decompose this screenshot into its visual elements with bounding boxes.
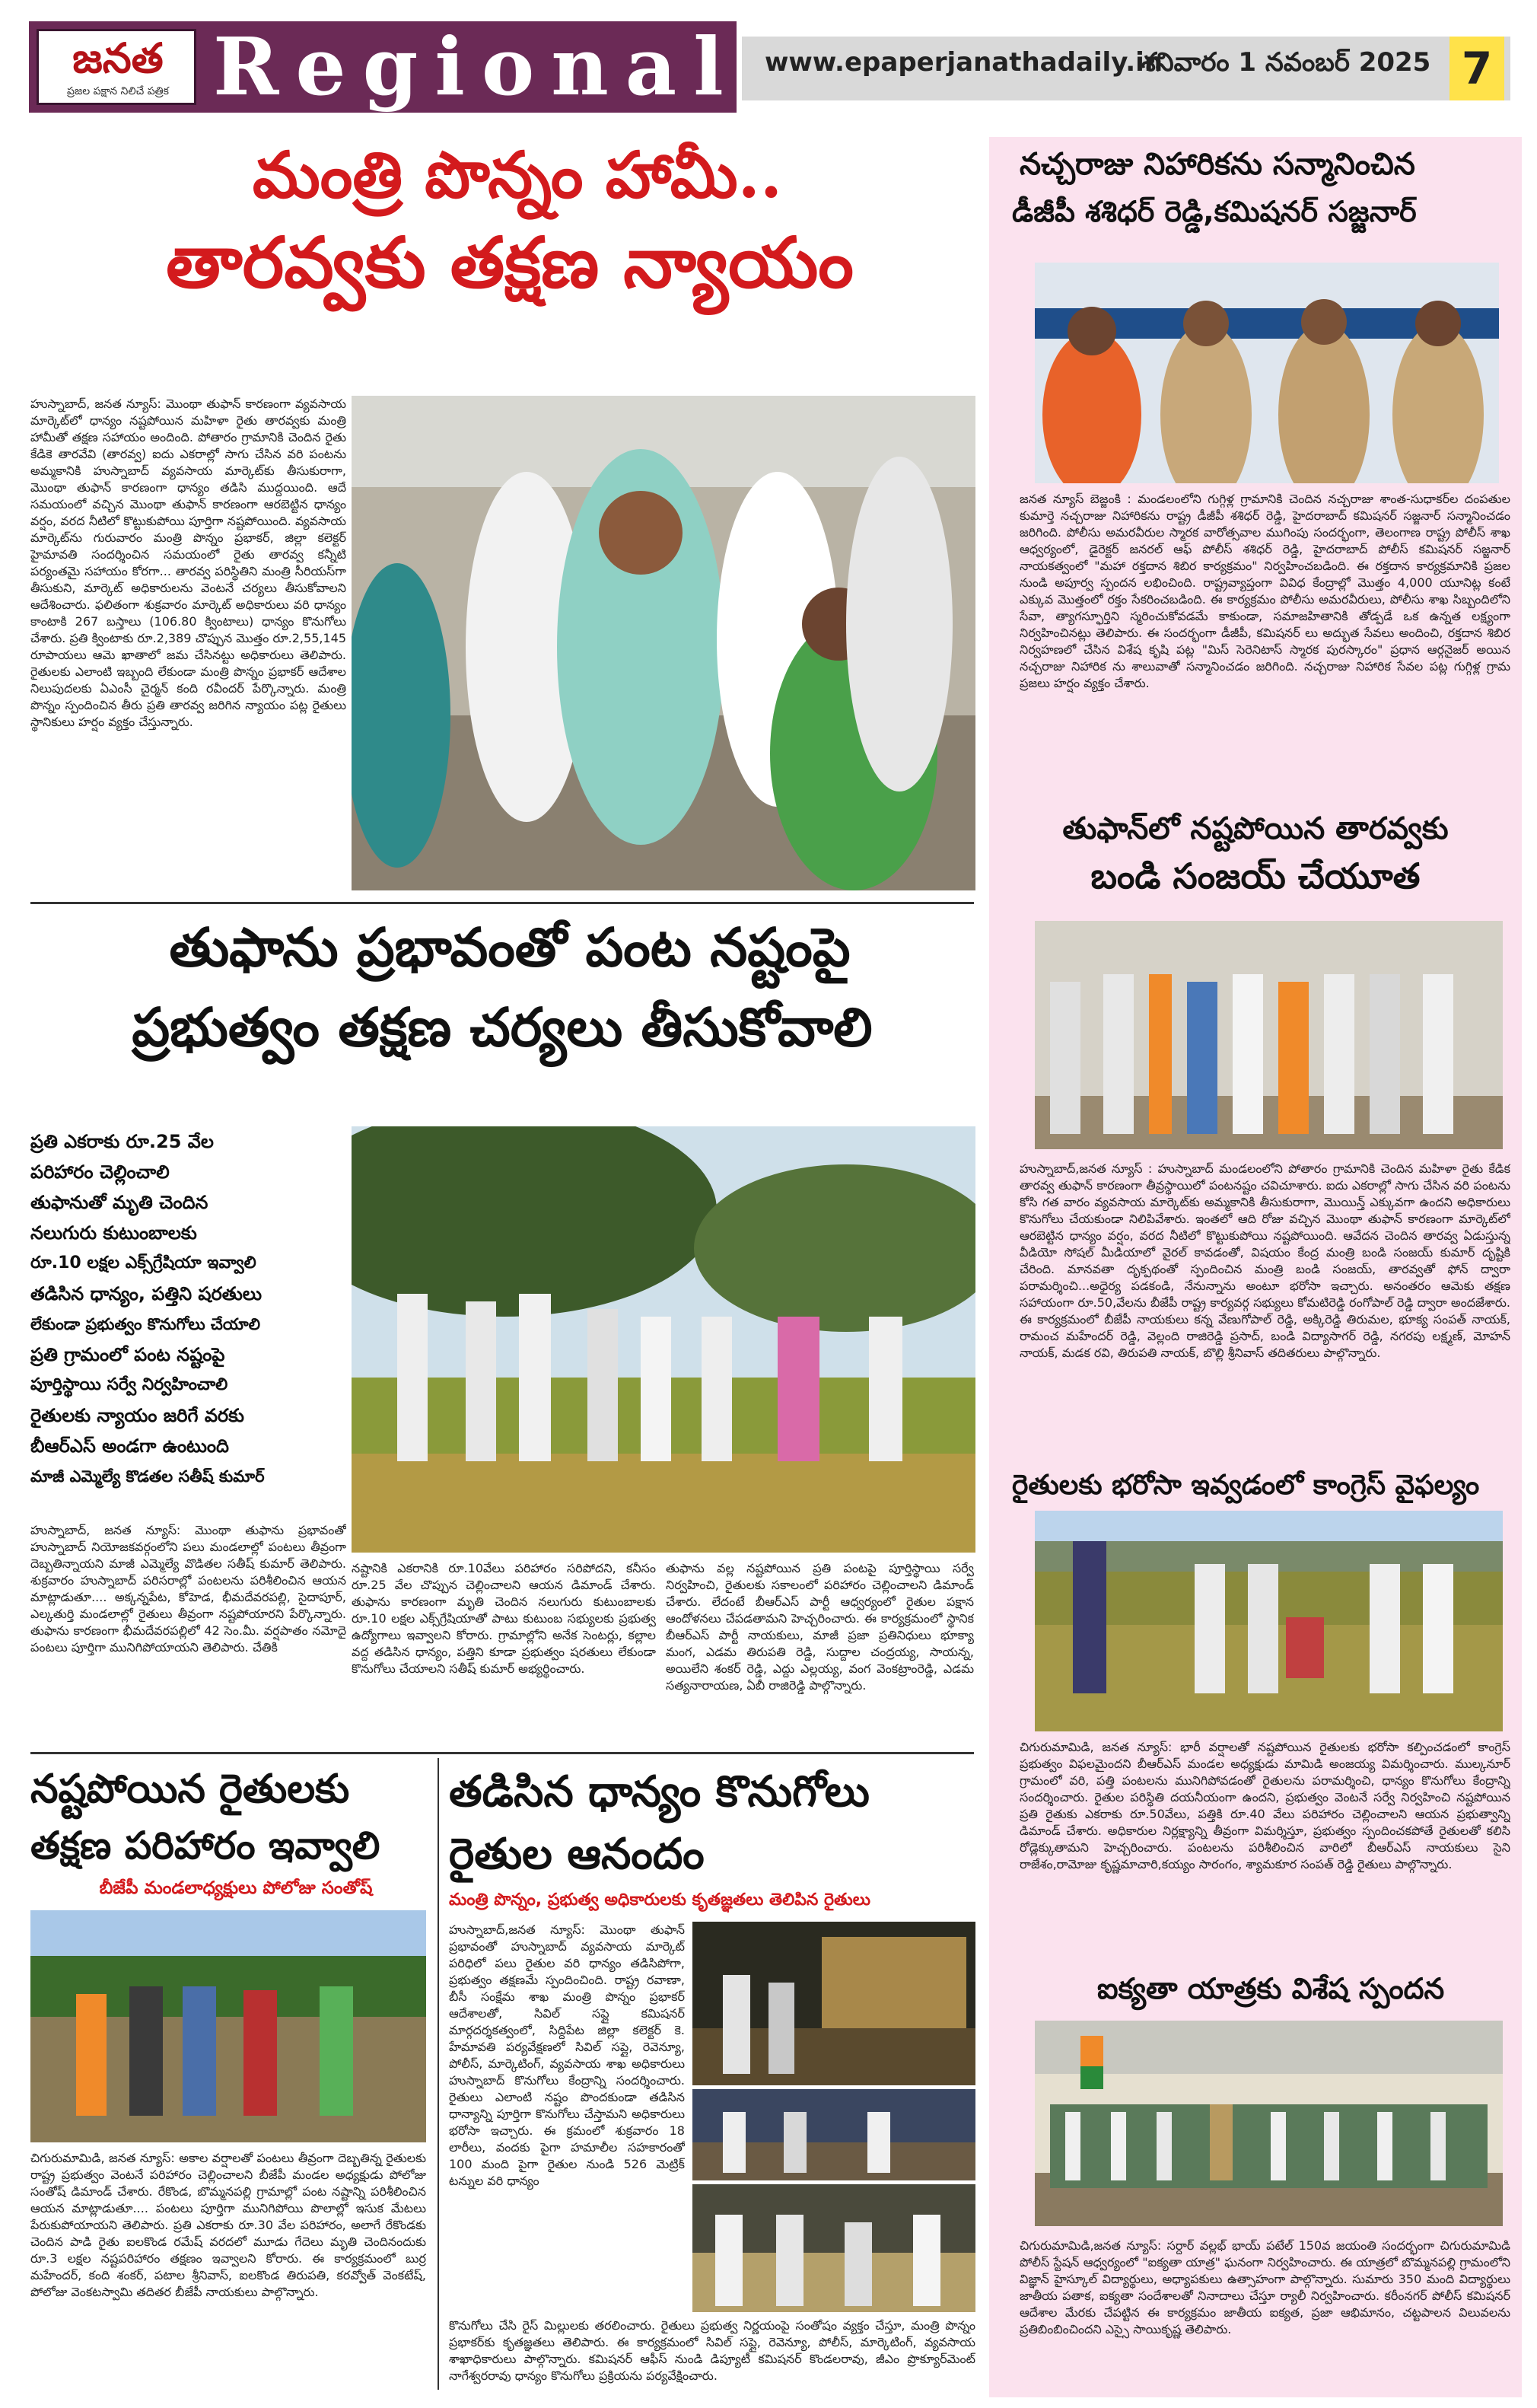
brs-leaders-field-inspection-photo — [1035, 1511, 1503, 1731]
story3-body: చిగురుమామిడి, జనత న్యూస్: అకాల వర్షాలతో పంటలు తీవ్రంగా దెబ్బతిన్న రైతులకు రాష్ట్ర ప్రభుత్వం వెంటనే పరిహారం చెల్లించాలని బీజేపీ మండల అధ్యక్షుడు పోలోజు సంతోష్ డిమాండ్ చేశారు. రేకొండ, బొమ్మనపల్లి గ్రామాల్లో పంట నష్టాన్ని పరిశీలించిన ఆయన మాట్లాడుతూ.... పంటలు పూర్తిగా మునిగిపోయి పొలాల్లో ఇసుక మేటలు పేరుకుపోయాయని తెలిపారు. ప్రతి ఎకరాకు రూ.30 వేల పరిహారం, అలాగే రేకొండకు చెందిన పాడి రైతు ఐలకొండ రమేష్ వరదలో మూడు గేదెలు మృతి చెందినందుకు రూ.3 లక్షల నష్టపరిహారం తక్షణం ఇవ్వాలని కోరారు. ఈ కార్యక్రమంలో బుర్ర మహేందర్, కంది శంకర్, పటాల శ్రీనివాస్, ఐలకొండ తిరుపతి, కరవ్వోత్ వెంకటేష్, పోలోజు వెంకటస్వామి తదితర బీజేపీ నాయకులు పాల్గొన్నారు. — [30, 2151, 426, 2299]
bullet-item: తుఫానుతో మృతి చెందిన — [30, 1192, 208, 1213]
story1-headline-line1: మంత్రి పొన్నం హామీ.. — [252, 137, 783, 212]
story2-col1: హుస్నాబాద్, జనత న్యూస్: మొంథా తుఫాను ప్రభావంతో హుస్నాబాద్ నియోజకవర్గంలోని పలు మండలాల్లో పంటలు తీవ్రంగా దెబ్బతిన్నాయని మాజీ ఎమ్మెల్యే వొడితల సతీష్ కుమార్ తెలిపారు. శుక్రవారం హుస్నాబాద్ పరిసరాల్లో పంటలను పరిశీలించిన ఆయన మాట్లాడుతూ.... అక్కన్నపేట, కోహెడ, భీమదేవరపల్లి, సైదాపూర్, ఎల్కతుర్తి మండలాల్లో రైతులు తీవ్రంగా నష్టపోయారని పేర్కొన్నారు. తుఫాను కారణంగా భీమదేవరపల్లిలో 42 సెం.మీ. వర్షపాతం నమోదై పంటలు పూర్తిగా మునిగిపోయాయని తెలిపారు. చేతికి — [30, 1523, 346, 1655]
side4-headline: ఐక్యతా యాత్రకు విశేష స్పందన — [1096, 1972, 1445, 2005]
bullet-item: మాజీ ఎమ్మెల్యే కొడతల సతీష్ కుమార్ — [30, 1467, 265, 1486]
publication-date: శనివారం 1 నవంబర్ 2025 — [1141, 47, 1431, 78]
story3-headline-line2: తక్షణ పరిహారం ఇవ్వాలి — [30, 1823, 380, 1868]
story3-headline-line1: నష్టపోయిన రైతులకు — [30, 1766, 350, 1812]
minister-farmer-market-photo — [352, 396, 975, 890]
bullet-item: బీఆర్ఎస్ అండగా ఉంటుంది — [30, 1435, 230, 1457]
bullet-item: రూ.10 లక్షల ఎక్స్‌గ్రేషియా ఇవ్వాలి — [30, 1253, 256, 1272]
side3-body: చిగురుమామిడి, జనత న్యూస్: భారీ వర్షాలతో నష్టపోయిన రైతులకు భరోసా కల్పించడంలో కాంగ్రెస్ ప్రభుత్వం విఫలమైందని బీఆర్ఎస్ మండల అధ్యక్షుడు మామిడి అంజయ్య విమర్శించారు. ముల్కనూర్ గ్రామంలో వరి, పత్తి పంటలను మునిగిపోవడంతో రైతులను పరామర్శించి, ధాన్యం కొనుగోలు కేంద్రాన్ని సందర్శించారు. రైతుల పరిస్థితి దయనీయంగా ఉందని, ప్రభుత్వం వెంటనే సర్వే నిర్వహించి నష్టపోయిన ప్రతి రైతుకు ఎకరాకు రూ.50వేలు, పత్తికి రూ.40 వేలు పరిహారం చెల్లించాలని ఆయన ప్రభుత్వాన్ని డిమాండ్ చేశారు. అధికారుల నిర్లక్ష్యాన్ని తీవ్రంగా విమర్శిస్తూ, ప్రభుత్వం స్పందించకపోతే రైతులతో కలిసి రోడ్లెక్కుతామని హెచ్చరించారు. పంటలను పరిశీలించిన వారిలో బీఆర్ఎస్ నాయకులు సైని రాజేశం,రామోజు కృష్ణమాచారి,కయ్యం సారంగం, శ్యామకూర సంపత్ రెడ్డి రైతులు పాల్గొన్నారు. — [1020, 1740, 1510, 1871]
logo-text: జనత — [72, 33, 164, 82]
side1-body: జనత న్యూస్ బెజ్జంకి : మండలంలోని గుగ్గిళ్ల గ్రామానికి చెందిన నచ్చరాజు శాంత-సుధాకర్‌ల దంపతుల కుమార్తె నచ్చరాజు నిహారికను రాష్ట్ర డీజీపీ శశిధర్ రెడ్డి, హైదరాబాద్ కమిషనర్ సజ్జనార్ సన్మానించడం జరిగింది. పోలీసు అమరవీరుల స్మారక వారోత్సవాల ముగింపు సందర్భంగా, తెలంగాణ రాష్ట్ర పోలీస్ శాఖ ఆధ్వర్యంలో, డైరెక్టర్ జనరల్ ఆఫ్ పోలీస్ శశిధర్ రెడ్డి, హైదరాబాద్ పోలీస్ కమిషనర్ సజ్జనార్ నాయకత్వంలో "మహా రక్తదాన శిబిర కార్యక్రమం" నిర్వహించబడింది. ఈ రక్తదాన కార్యక్రమానికి ప్రజల నుండి అపూర్వ స్పందన లభించింది. రాష్ట్రవ్యాప్తంగా వివిధ కేంద్రాల్లో మొత్తం 4,000 యూనిట్ల కంటే ఎక్కువ మొత్తంలో రక్తం సేకరించబడింది. ఈ కార్యక్రమం పోలీసు అమరవీరులు, పోలీసు శాఖ సిబ్బందిలోని సేవా, త్యాగస్ఫూర్తిని స్మరించుకోవడమే కాకుండా, సమాజహితానికి తోడ్పడే ఒక ఉన్నత లక్ష్యంగా నిర్వహించినట్లు తెలిపారు. ఈ సందర్భంగా డీజీపీ, కమిషనర్ లు అద్భుత సేవలు అందించి, రక్తదాన శిబిర నిర్వహణలో చేసిన విశేష కృషి పట్ల "మిస్ సెరెనిటాస్ స్మారక పురస్కారం" ప్రధాన ఆర్గనైజర్ అయిన నచ్చరాజు నిహారిక ను శాలువాతో సన్మానించడం జరిగింది. నచ్చరాజు నిహారిక సేవల పట్ల గుగ్గిళ్ల గ్రామ ప్రజలు హర్షం వ్యక్తం చేశారు. — [1020, 492, 1510, 690]
story4-headline-line2: రైతుల ఆనందం — [449, 1829, 705, 1879]
story3-subhead: బీజేపీ మండలాధ్యక్షులు పోలోజు సంతోష్ — [99, 1878, 373, 1898]
story2-col3: తుఫాను వల్ల నష్టపోయిన ప్రతి పంటపై పూర్తిస్థాయి సర్వే నిర్వహించి, రైతులకు సకాలంలో పరిహారం చెల్లించాలని డిమాండ్ చేశారు. లేదంటే బీఆర్ఎస్ పార్టీ ఆధ్వర్యంలో రైతుల పక్షాన ఆందోళనలు చేపడతామని హెచ్చరించారు. ఈ కార్యక్రమంలో స్థానిక బీఆర్ఎస్ పార్టీ నాయకులు, మాజీ ప్రజా ప్రతినిధులు భూక్యా మంగ, ఎడమ తిరుపతి రెడ్డి, సుద్దాల చంద్రయ్య, సాయన్న, అయిలేని శంకర్ రెడ్డి, ఎద్దు ఎల్లయ్య, వంగ వెంకట్రాంరెడ్డి, ఎడమ సత్యనారాయణ, ఏబీ రాజిరెడ్డి పాల్గొన్నారు. — [666, 1561, 974, 1693]
section-title: Regional — [213, 20, 740, 113]
story1-body: హుస్నాబాద్, జనత న్యూస్: మొంథా తుఫాన్ కారణంగా వ్యవసాయ మార్కెట్‌లో ధాన్యం నష్టపోయిన మహిళా రైతు తారవ్వకు మంత్రి హామీతో తక్షణ సహాయం అందింది. పోతారం గ్రామానికి చెందిన రైతు కేడికె తారవేవి (తారవ్వ) ఐదు ఎకరాల్లో సాగు చేసిన వరి పంటను అమ్మకానికి హుస్నాబాద్ వ్యవసాయ మార్కెట్‌కు తీసుకురాగా, మొంథా తుఫాన్ కారణంగా ధాన్యం తడిసి ముద్దయింది. ఆదే సమయంలో వచ్చిన మొంథా తుఫాన్ కారణంగా ఆరబెట్టిన ధాన్యం వర్షం, వరద నీటిలో కొట్టుకుపోయి పూర్తిగా నష్టపోయింది. వ్యవసాయ మార్కెట్‌ను గురువారం మంత్రి పొన్నం ప్రభాకర్, జిల్లా కలెక్టర్ హైమావతి సందర్శించిన సమయంలో రైతు తారవ్వ కన్నీటి పర్యంతమై సహాయం కోరగా... తారవ్వ పరిస్థితిని మంత్రి సీరియస్‌గా తీసుకుని, మార్కెట్ అధికారులను వెంటనే చర్యలు తీసుకోవాలని ఆదేశించారు. ఫలితంగా శుక్రవారం మార్కెట్ అధికారులు వరి ధాన్యం కాంటాకి 267 బస్తాలు (106.80 క్వింటాలు) ధాన్యం కొనుగోలు చేశారు. ప్రతి క్వింటాకు రూ.2,389 చొప్పున మొత్తం రూ.2,55,145 రూపాయలు ఆమె ఖాతాలో జమ చేసినట్టు అధికారులు తెలిపారు. రైతులకు ఎలాంటి ఇబ్బంది లేకుండా మంత్రి పొన్నం ప్రభాకర్ ఆదేశాల నిలుపుదలకు ఏఎంసీ చైర్మన్ కంది రవీందర్ పేర్కొన్నారు. మంత్రి పొన్నం స్పందించిన తీరు ప్రతి తారవ్వ జరిగిన న్యాయం పట్ల రైతులు స్థానికులు హర్షం వ్యక్తం చేస్తున్నారు. — [30, 397, 346, 729]
page-number: 7 — [1449, 37, 1504, 100]
story2-bullet-list — [30, 1126, 346, 1507]
side1-headline-line2: డీజీపీ శశిధర్ రెడ్డి,కమిషనర్ సజ్జనార్ — [1012, 195, 1417, 228]
brs-leaders-paddy-field-photo — [352, 1126, 975, 1553]
story2-col2: నష్టానికి ఎకరానికి రూ.10వేలు పరిహారం సరిపోదని, కనీసం రూ.25 వేల చొప్పున చెల్లించాలని ఆయన డిమాండ్ చేశారు. తుఫాను కారణంగా మృతి చెందిన నలుగురు కుటుంబాలకు రూ.10 లక్షల ఎక్స్‌గ్రేషియాతో పాటు కుటుంబ సభ్యులకు ప్రభుత్వ ఉద్యోగాలు ఇవ్వాలని కోరారు. గ్రామాల్లోని అనేక సెంటర్లు, కల్లాల వద్ద తడిసిన ధాన్యం, పత్తిని కూడా ప్రభుత్వం షరతులు లేకుండా కొనుగోలు చేయాలని సతీష్ కుమార్ అభ్యర్థించారు. — [352, 1561, 656, 1676]
side1-headline-line1: నచ్చరాజు నిహారికను సన్మానించిన — [1020, 147, 1415, 182]
bjp-leaders-aid-photo — [1035, 921, 1503, 1149]
farmers-grain-market-photo — [692, 2184, 975, 2312]
unity-rally-photo — [1035, 2021, 1503, 2226]
story2-headline-line1: తుఫాను ప్రభావంతో పంట నష్టంపై — [169, 916, 851, 979]
column-divider — [438, 1758, 439, 2390]
bullet-item: ప్రతి గ్రామంలో పంట నష్టంపై — [30, 1344, 225, 1365]
bullet-item: ప్రతి ఎకరాకు రూ.25 వేల — [30, 1131, 214, 1152]
story4-headline-line1: తడిసిన ధాన్యం కొనుగోలు — [449, 1766, 870, 1817]
bullet-item: లేకుండా ప్రభుత్వం కొనుగోలు చేయాలి — [30, 1315, 261, 1333]
dgp-felicitation-photo — [1035, 263, 1499, 483]
logo-tagline: ప్రజల పక్షాన నిలిచే పత్రిక — [67, 85, 169, 97]
story4-subhead: మంత్రి పొన్నం, ప్రభుత్వ అధికారులకు కృతజ్ఞతలు తెలిపిన రైతులు — [449, 1890, 870, 1910]
side4-body: చిగురుమామిడి,జనత న్యూస్: సర్దార్ వల్లభ్ భాయ్ పటేల్ 150వ జయంతి సందర్భంగా చిగురుమామిడి పోలీస్ స్టేషన్ ఆధ్వర్యంలో "ఐక్యతా యాత్ర" ఘనంగా నిర్వహించారు. ఈ యాత్రలో బొమ్మనపల్లి గ్రామంలోని విజ్ఞాన్ హైస్కూల్ విద్యార్థులు, అధ్యాపకులు ఉత్సాహంగా పాల్గొన్నారు. సుమారు 350 మంది విద్యార్థులు జాతీయ పతాక, ఐక్యతా సందేశాలతో నినాదాలు చేస్తూ ర్యాలీ నిర్వహించారు. కరీంనగర్ పోలీస్ కమిషనర్ ఆదేశాల మేరకు చేపట్టిన ఈ కార్యక్రమం జాతీయ ఐక్యత, ప్రజా ఆభిమానం, చట్టపాలన విలువలను ప్రతిబింబించిందని ఎస్సై సాయికృష్ణ తెలిపారు. — [1020, 2238, 1510, 2336]
bullet-item: రైతులకు న్యాయం జరిగే వరకు — [30, 1405, 244, 1426]
side3-headline: రైతులకు భరోసా ఇవ్వడంలో కాంగ్రెస్ వైఫల్యం — [1012, 1470, 1480, 1501]
side2-headline-line1: తుఫాన్‌లో నష్టపోయిన తారవ్వకు — [1062, 811, 1449, 846]
officials-market-photo — [692, 2089, 975, 2180]
side2-headline-line2: బండి సంజయ్ చేయూత — [1090, 855, 1421, 897]
bjp-field-visit-photo — [30, 1910, 426, 2142]
bullet-item: నలుగురు కుటుంబాలకు — [30, 1222, 197, 1244]
side2-body: హుస్నాబాద్,జనత న్యూస్ : హుస్నాబాద్ మండలంలోని పోతారం గ్రామానికి చెందిన మహిళా రైతు కేడిక తారవ్వ తుఫాన్ కారణంగా తీవ్రస్థాయిలో పంటనష్టం చవిచూశారు. ఐదు ఎకరాల్లో సాగు చేసిన వరి పంటను కోసి గత వారం వ్యవసాయ మార్కెట్‌కు అమ్మకానికి తీసుకురాగా, మొయిన్త్ ఎక్కువగా ఉందని అధికారులు కొనుగోలు చేయకుండా నిలిపివేశారు. ఇంతలో ఆది రోజు వచ్చిన మొంథా తుఫాన్ కారణంగా మార్కెట్‌లో ఆరబెట్టిన ధాన్యం వర్షం, వరద నీటిలో కొట్టుకుపోయి నష్టపోయింది. ఆవేదన చెందిన తారవ్వ ఏడుస్తున్న వీడియో సోషల్ మీడియాలో వైరల్ కావడంతో, విషయం కేంద్ర మంత్రి బండి సంజయ్ కుమార్ దృష్టికి చేరింది. మానవతా దృక్పథంతో స్పందించిన మంత్రి బండి సంజయ్, తారవ్వతో ఫోన్ ద్వారా పరామర్శించి...అధైర్య పడకండి, నేనున్నాను అంటూ భరోసా ఇచ్చారు. అనంతరం ఆమెకు తక్షణ సహాయంగా రూ.50,వేలను బీజేపీ రాష్ట్ర కార్యవర్గ సభ్యులు కోమటిరెడ్డి రంగోపాల్ రెడ్డి ద్వారా అందజేశారు. ఈ కార్యక్రమంలో బీజేపీ నాయకులు కన్న వేణుగోపాల్ రెడ్డి, అక్కిరెడ్డి తిరుమల, భూక్య సంపత్ నాయక్, రామంచ మహేందర్ రెడ్డి, వెల్లంది రాజిరెడ్డి ప్రసాద్, బండి విద్యాసాగర్ రెడ్డి, నగరపు లక్ష్మణ్, మోహన్ నాయక్, మడక రవి, తిరుపతి నాయక్, బొల్లి శ్రీనివాస్ తదితరులు పాల్గొన్నారు. — [1020, 1161, 1510, 1360]
story4-col1: హుస్నాబాద్,జనత న్యూస్: మొంథా తుఫాన్ ప్రభావంతో హుస్నాబాద్ వ్యవసాయ మార్కెట్ పరిధిలో పలు రైతుల వరి ధాన్యం తడిసిపోగా, ప్రభుత్వం తక్షణమే స్పందించింది. రాష్ట్ర రవాణా, బీసీ సంక్షేమ శాఖ మంత్రి పొన్నం ప్రభాకర్ ఆదేశాలతో, సివిల్ సప్లై కమిషనర్ మార్గదర్శకత్వంలో, సిద్దిపేట జిల్లా కలెక్టర్ కె. హేమావతి పర్యవేక్షణలో సివిల్ సప్లై, రెవెన్యూ, పోలీస్, మార్కెటింగ్, వ్యవసాయ శాఖ అధికారులు హుస్నాబాద్ కొనుగోలు కేంద్రాన్ని సందర్శించారు. రైతులు ఎలాంటి నష్టం పొందకుండా తడిసిన ధాన్యాన్ని పూర్తిగా కొనుగోలు చేస్తామని అధికారులు భరోసా ఇచ్చారు. ఈ క్రమంలో శుక్రవారం 18 లారీలు, వందకు పైగా హమాలీల సహకారంతో 100 మంది పైగా రైతుల నుండి 526 మెట్రిక్ టన్నుల వరి ధాన్యం — [449, 1922, 685, 2188]
paddy-procurement-lorry-photo — [692, 1922, 975, 2085]
bullet-item: తడిసిన ధాన్యం, పత్తిని షరతులు — [30, 1283, 263, 1304]
story4-col2: కొనుగోలు చేసి రైస్ మిల్లులకు తరలించారు. రైతులు ప్రభుత్వ నిర్ణయంపై సంతోషం వ్యక్తం చేస్తూ, మంత్రి పొన్నం ప్రభాకర్‌కు కృతజ్ఞతలు తెలిపారు. ఈ కార్యక్రమంలో సివిల్ సప్లై, రెవెన్యూ, పోలీస్, మార్కెటింగ్, వ్యవసాయ శాఖాధికారులు పాల్గొన్నారు. కమిషనర్ ఆఫీస్ నుండి డిప్యూటీ కమిషనర్ కొండలరావు, జీఎం ప్రొక్యూర్‌మెంట్ నాగేశ్వరరావు ధాన్యం కొనుగోలు ప్రక్రియను పర్యవేక్షించారు. — [449, 2318, 975, 2383]
site-url[interactable]: www.epaperjanathadaily.in — [765, 47, 1163, 78]
section-divider — [30, 902, 974, 904]
section-divider — [30, 1752, 974, 1754]
bullet-item: పూర్తిస్థాయి సర్వే నిర్వహించాలి — [30, 1375, 228, 1394]
story2-headline-line2: ప్రభుత్వం తక్షణ చర్యలు తీసుకోవాలి — [132, 995, 873, 1059]
bullet-item: పరిహారం చెల్లించాలి — [30, 1161, 170, 1183]
story1-headline-line2: తారవ్వకు తక్షణ న్యాయం — [166, 221, 854, 304]
